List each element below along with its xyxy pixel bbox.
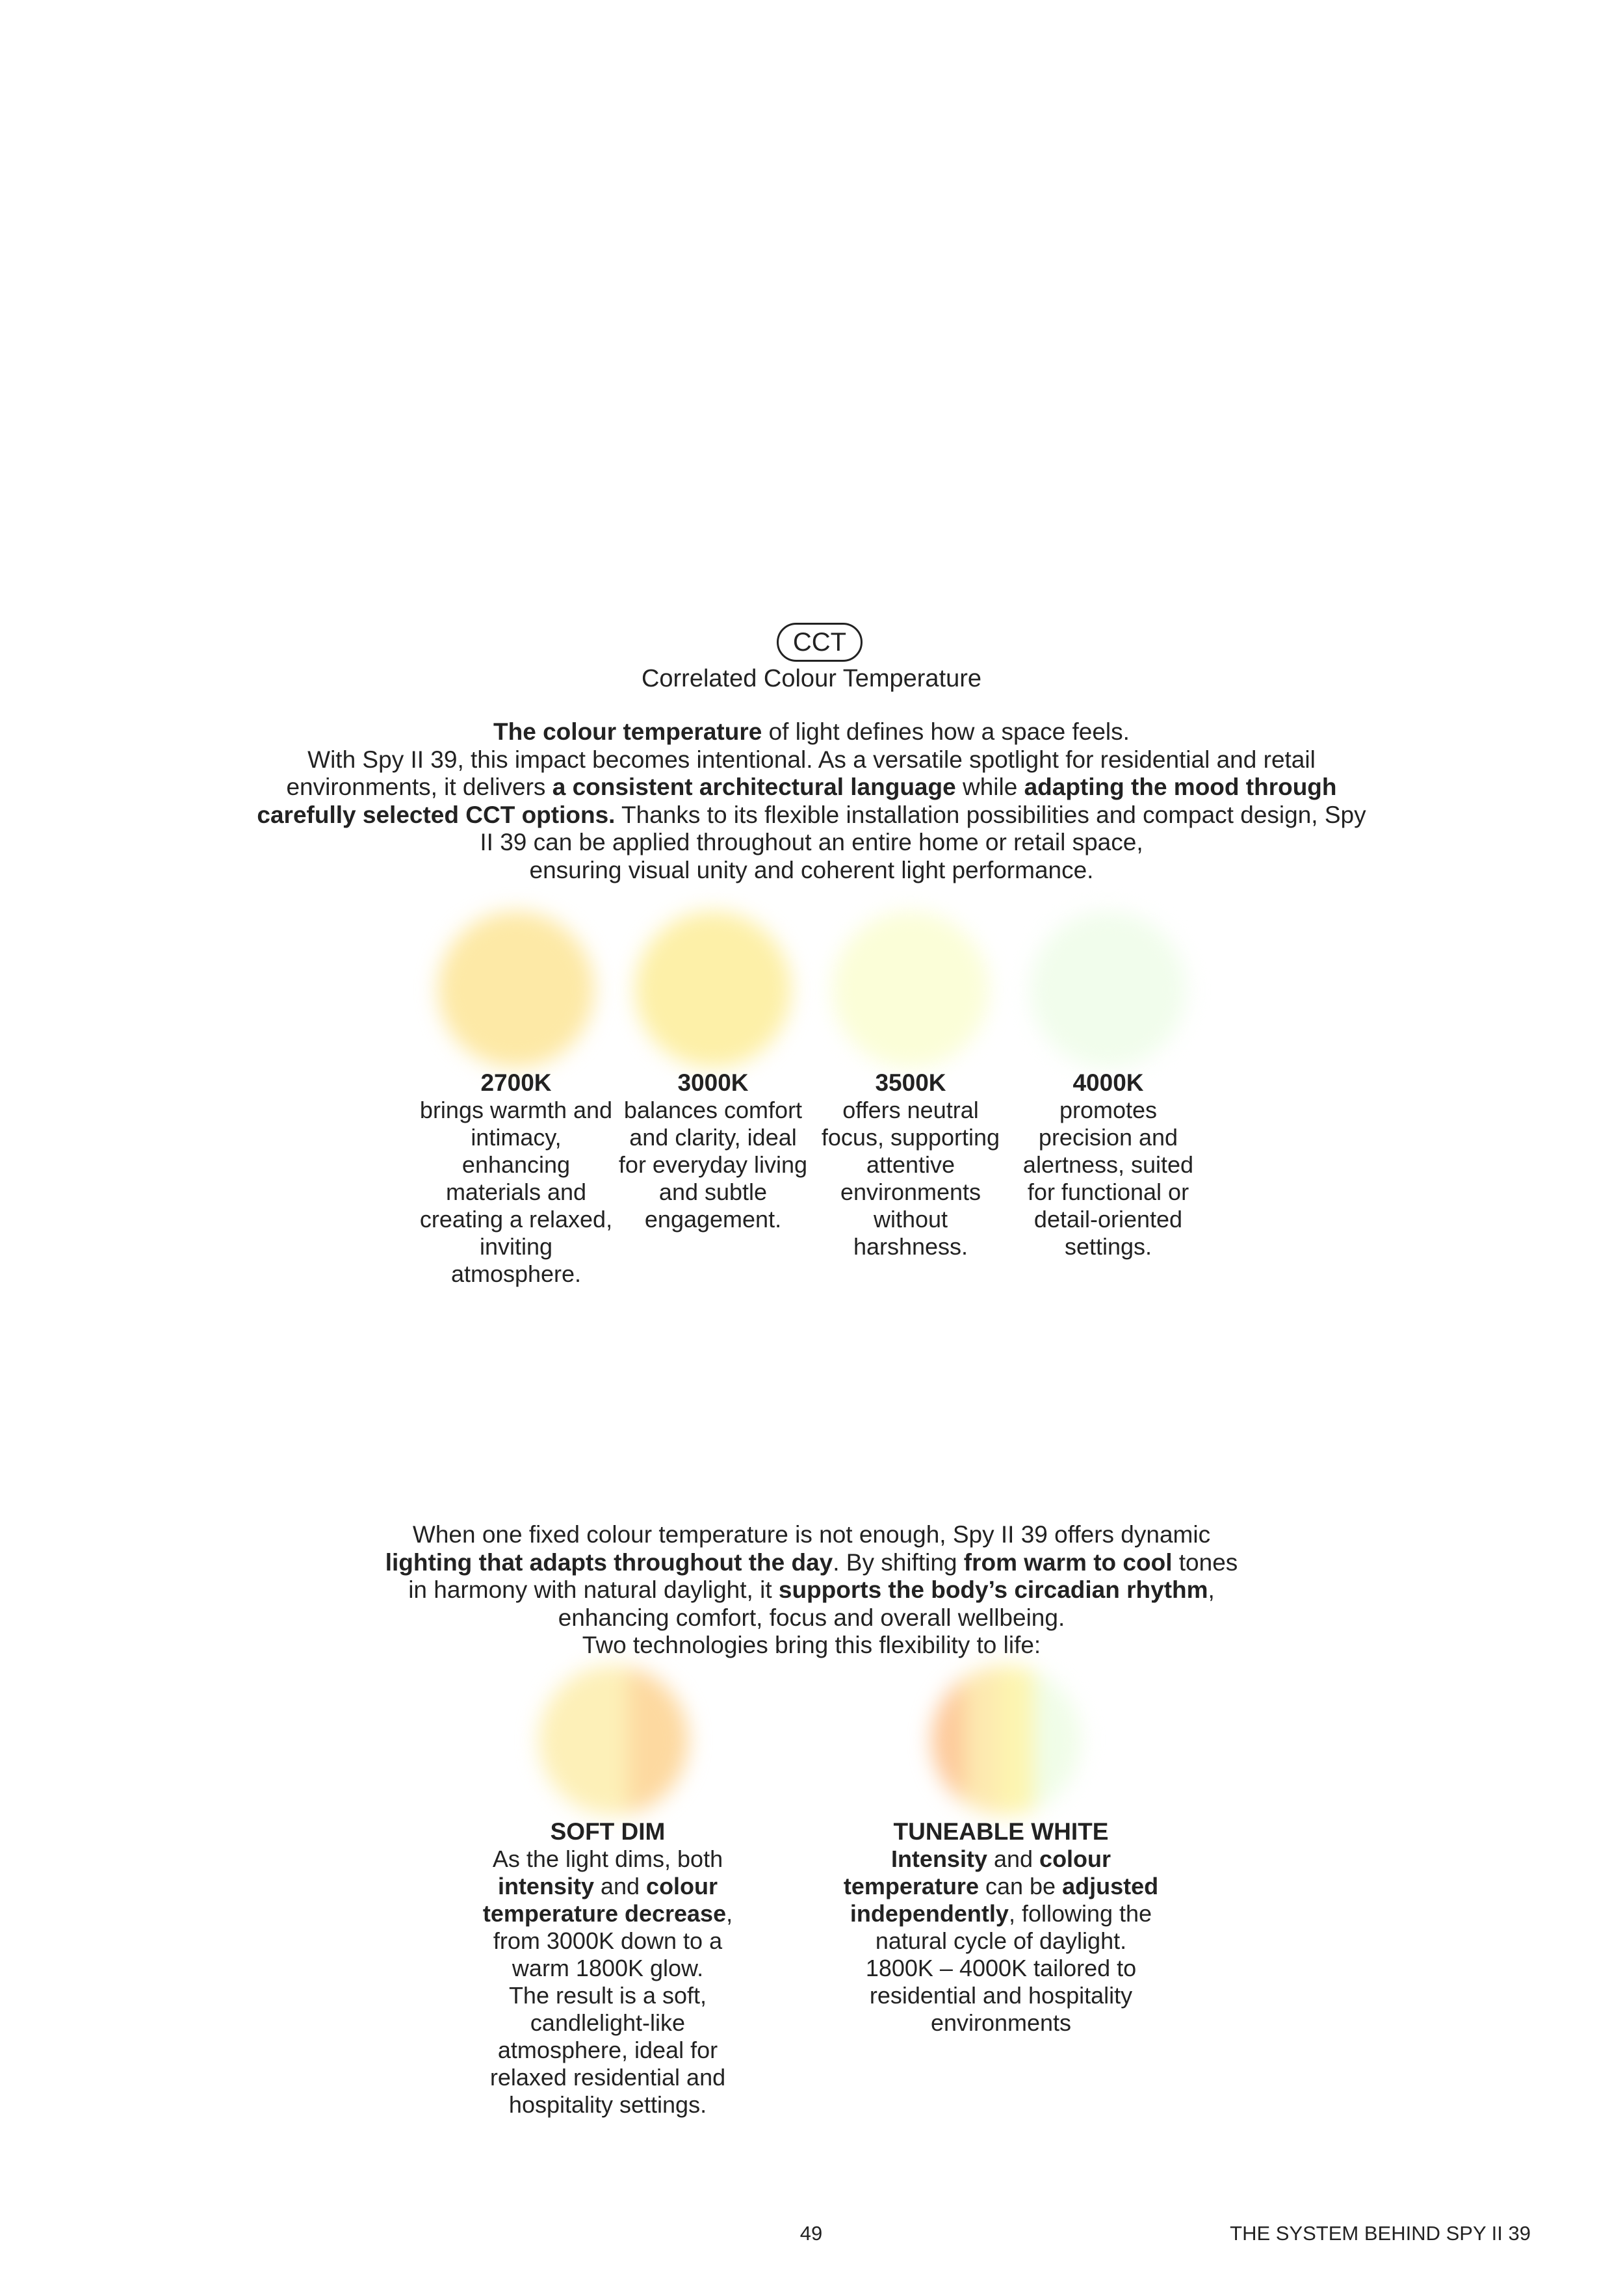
section-subtitle: Correlated Colour Temperature (641, 665, 982, 692)
cct-text-3500k: offers neutral focus, supporting attentive environments without harshness. (821, 1097, 1000, 1260)
tuneable-text-3: , following the natural cycle of daylight. (875, 1900, 1152, 1954)
tuneable-bold-1: Intensity (890, 1846, 987, 1872)
cct-option-3000k (616, 1069, 811, 1233)
dynamic-bold-3: supports the body’s circadian rhythm (778, 1576, 1208, 1603)
tuneable-bold-3: adjusted independently (850, 1873, 1159, 1927)
soft-dim-bold-2: colour temperature decrease (482, 1873, 727, 1927)
swatch-2700k (438, 911, 594, 1067)
page-number: 49 (799, 2222, 823, 2245)
cct-title-4000k: 4000K (1072, 1069, 1144, 1096)
soft-dim-block (426, 1818, 790, 2119)
cct-pill-label: CCT (777, 623, 863, 662)
intro-bold-1: The colour temperature (493, 718, 762, 745)
dynamic-text-5: Two technologies bring this flexibility to life: (582, 1632, 1041, 1658)
swatch-3000k (635, 911, 791, 1067)
tuneable-white-title: TUNEABLE WHITE (893, 1818, 1109, 1845)
soft-dim-swatch (539, 1665, 688, 1815)
intro-text-5: ensuring visual unity and coherent light performance. (529, 856, 1094, 883)
intro-text-1: of light defines how a space feels. (762, 718, 1130, 745)
intro-text-2: With Spy II 39, this impact becomes intentional. As a versatile spotlight for residential and retail environments, it delivers (286, 746, 1316, 800)
soft-dim-text-3: , from 3000K down to a warm 1800K glow. (493, 1900, 733, 1981)
soft-dim-text (426, 1846, 790, 1982)
cct-text-2700k: brings warmth and intimacy, enhancing materials and creating a relaxed, inviting atmosphere. (419, 1097, 613, 1287)
cct-option-3500k (813, 1069, 1008, 1260)
dynamic-text-1: When one fixed colour temperature is not enough, Spy II 39 offers dynamic (412, 1521, 1211, 1548)
tuneable-text-4: 1800K – 4000K tailored to residential and hospitality environments (865, 1955, 1137, 2036)
intro-bold-3: adapting the mood through carefully selected CCT options. (257, 774, 1337, 828)
tuneable-white-swatch (931, 1665, 1081, 1815)
cct-title-3000k: 3000K (677, 1069, 749, 1096)
dynamic-text-2: . By shifting (833, 1548, 964, 1576)
dynamic-text-4: , enhancing comfort, focus and overall wellbeing. (558, 1576, 1215, 1631)
soft-dim-title: SOFT DIM (550, 1818, 666, 1845)
swatch-4000k (1030, 911, 1186, 1067)
soft-dim-text-4: The result is a soft, candlelight-like atmosphere, ideal for relaxed residential and hospitality settings. (489, 1982, 726, 2118)
cct-text-4000k: promotes precision and alertness, suited for functional or detail-oriented settings. (1022, 1097, 1194, 1260)
soft-dim-text-1: As the light dims, both (492, 1846, 723, 1872)
cct-text-3000k: balances comfort and clarity, ideal for everyday living and subtle engagement. (618, 1097, 808, 1233)
soft-dim-text-2: and (593, 1873, 647, 1899)
cct-option-4000k (1011, 1069, 1206, 1260)
tuneable-bold-2: colour temperature (843, 1846, 1111, 1899)
document-title: THE SYSTEM BEHIND SPY II 39 (1230, 2222, 1531, 2245)
dynamic-bold-1: lighting that adapts throughout the day (385, 1548, 833, 1576)
soft-dim-bold-1: intensity (497, 1873, 594, 1899)
tuneable-text-2: can be (978, 1873, 1063, 1899)
tuneable-text-1: and (987, 1846, 1040, 1872)
dynamic-lighting-paragraph (260, 1521, 1363, 1660)
cct-title-3500k: 3500K (875, 1069, 946, 1096)
cct-option-2700k (419, 1069, 614, 1288)
tuneable-white-text (819, 1846, 1183, 1955)
intro-text-4: Thanks to its flexible installation possibilities and compact design, Spy II 39 can be applied throughout an entire home or retail space, (480, 801, 1366, 855)
intro-bold-2: a consistent architectural language (552, 774, 956, 800)
intro-text-3: while (955, 774, 1024, 800)
cct-title-2700k: 2700K (480, 1069, 552, 1096)
intro-paragraph (195, 718, 1428, 884)
dynamic-text-3: tones in harmony with natural daylight, it (408, 1548, 1238, 1603)
swatch-3500k (833, 911, 989, 1067)
dynamic-bold-2: from warm to cool (963, 1548, 1173, 1576)
tuneable-white-block (819, 1818, 1183, 2037)
